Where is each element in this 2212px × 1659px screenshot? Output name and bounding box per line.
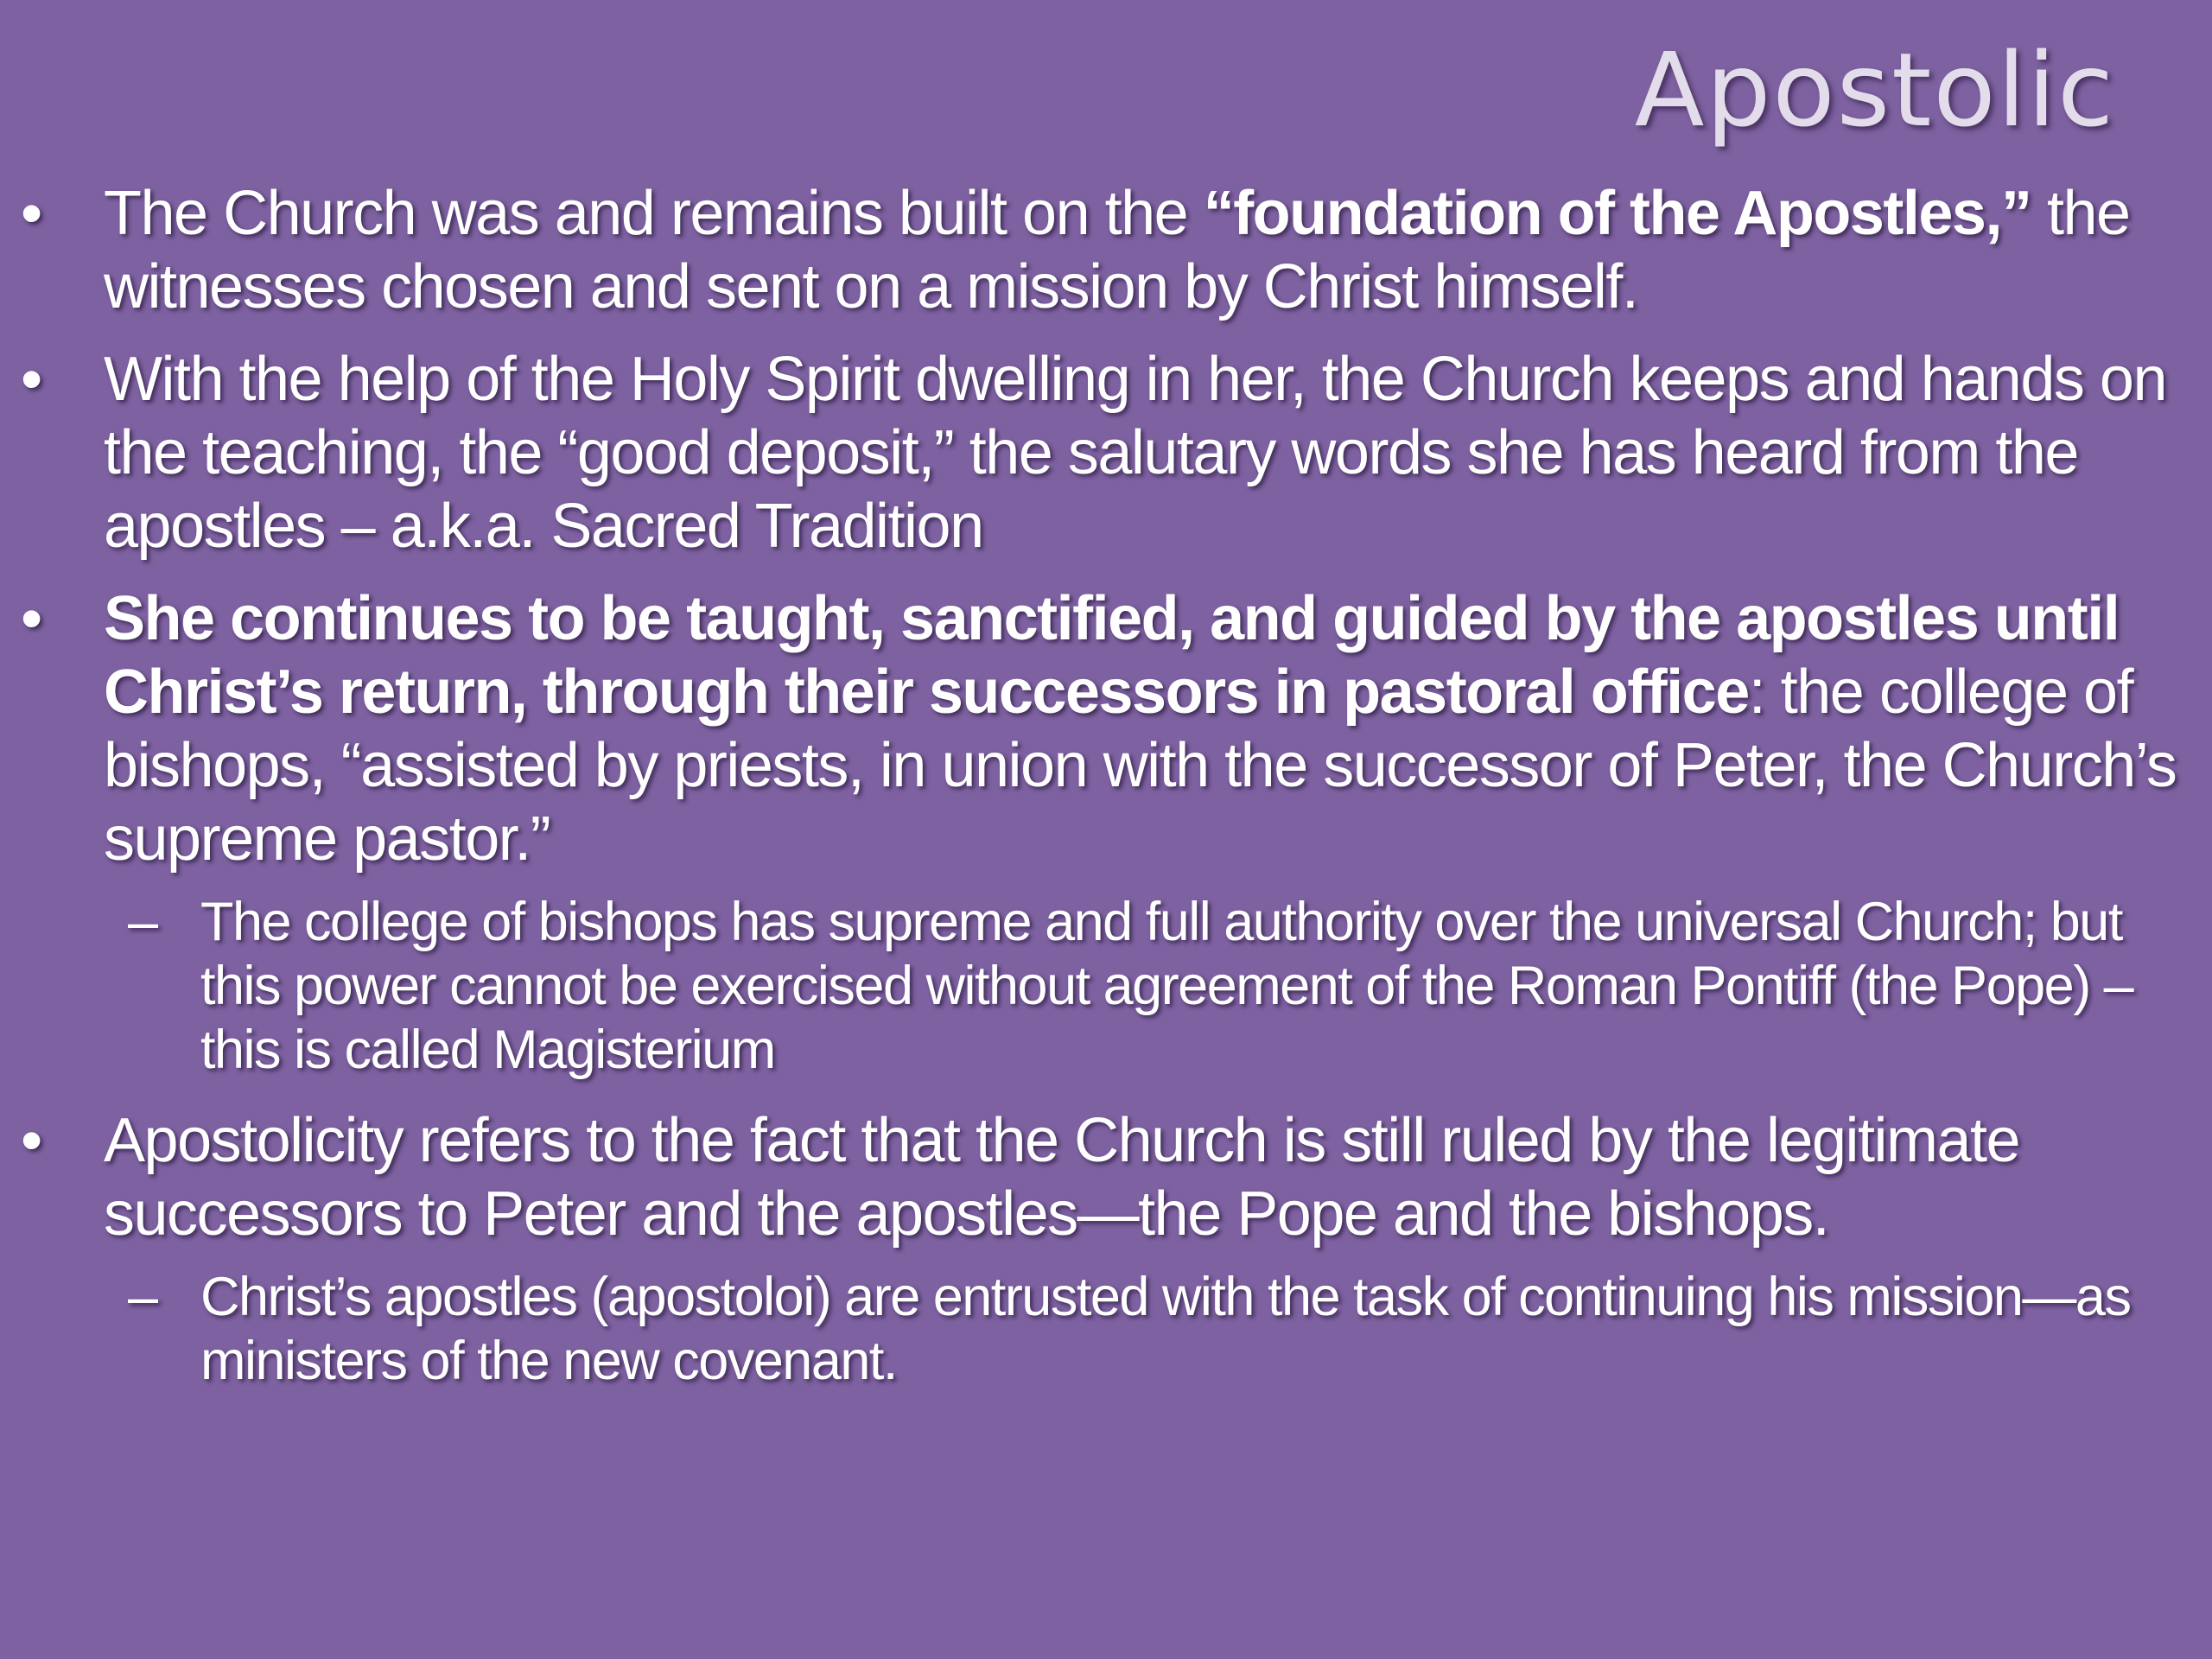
bullet-marker: • [21, 584, 43, 653]
bullet-marker: • [21, 1106, 43, 1175]
bullet-1-text: The Church was and remains built on the [104, 179, 1204, 248]
sub-bullet-item-4 [0, 1265, 2195, 1393]
sub-bullet-item-3 [0, 890, 2195, 1082]
bullet-1-bold-quote: “foundation of the Apostles,” [1203, 179, 2031, 248]
bullet-item-2 [0, 343, 2195, 563]
bullet-3-bold-text: She continues to be taught, sanctified, and guided by the apostles until Christ’s return, through their successors in pastoral office [104, 584, 2120, 727]
bullet-item-4 [0, 1104, 2195, 1251]
slide-body [0, 177, 2195, 1415]
bullet-4-text: Apostolicity refers to the fact that the Church is still ruled by the legitimate successors to Peter and the apostles—the Pope and the bishops. [104, 1106, 2020, 1249]
bullet-1-text-end: the witnesses chosen and sent on a mission by Christ himself. [104, 179, 2130, 321]
bullet-marker: • [21, 345, 43, 414]
slide-title: Apostolic [1634, 30, 2115, 149]
sub-bullet-marker: – [128, 892, 159, 952]
sub-bullet-3-text: The college of bishops has supreme and full authority over the universal Church; but this power cannot be exercised without agreement of the Roman Pontiff (the Pope) – this is called Magisterium [200, 892, 2133, 1080]
sub-bullet-marker: – [128, 1267, 159, 1327]
bullet-2-text: With the help of the Holy Spirit dwelling in her, the Church keeps and hands on the teaching, the “good deposit,” the salutary words she has heard from the apostles – a.k.a. Sacred Tradition [104, 345, 2166, 561]
bullet-3-text: : the college of bishops, “assisted by priests, in union with the successor of Peter, the Church’s supreme pastor.” [104, 658, 2177, 874]
bullet-item-3 [0, 582, 2195, 876]
bullet-item-1 [0, 177, 2195, 324]
sub-bullet-4-text: Christ’s apostles (apostoloi) are entrusted with the task of continuing his mission—as ministers of the new covenant. [200, 1267, 2131, 1391]
bullet-marker: • [21, 179, 43, 248]
